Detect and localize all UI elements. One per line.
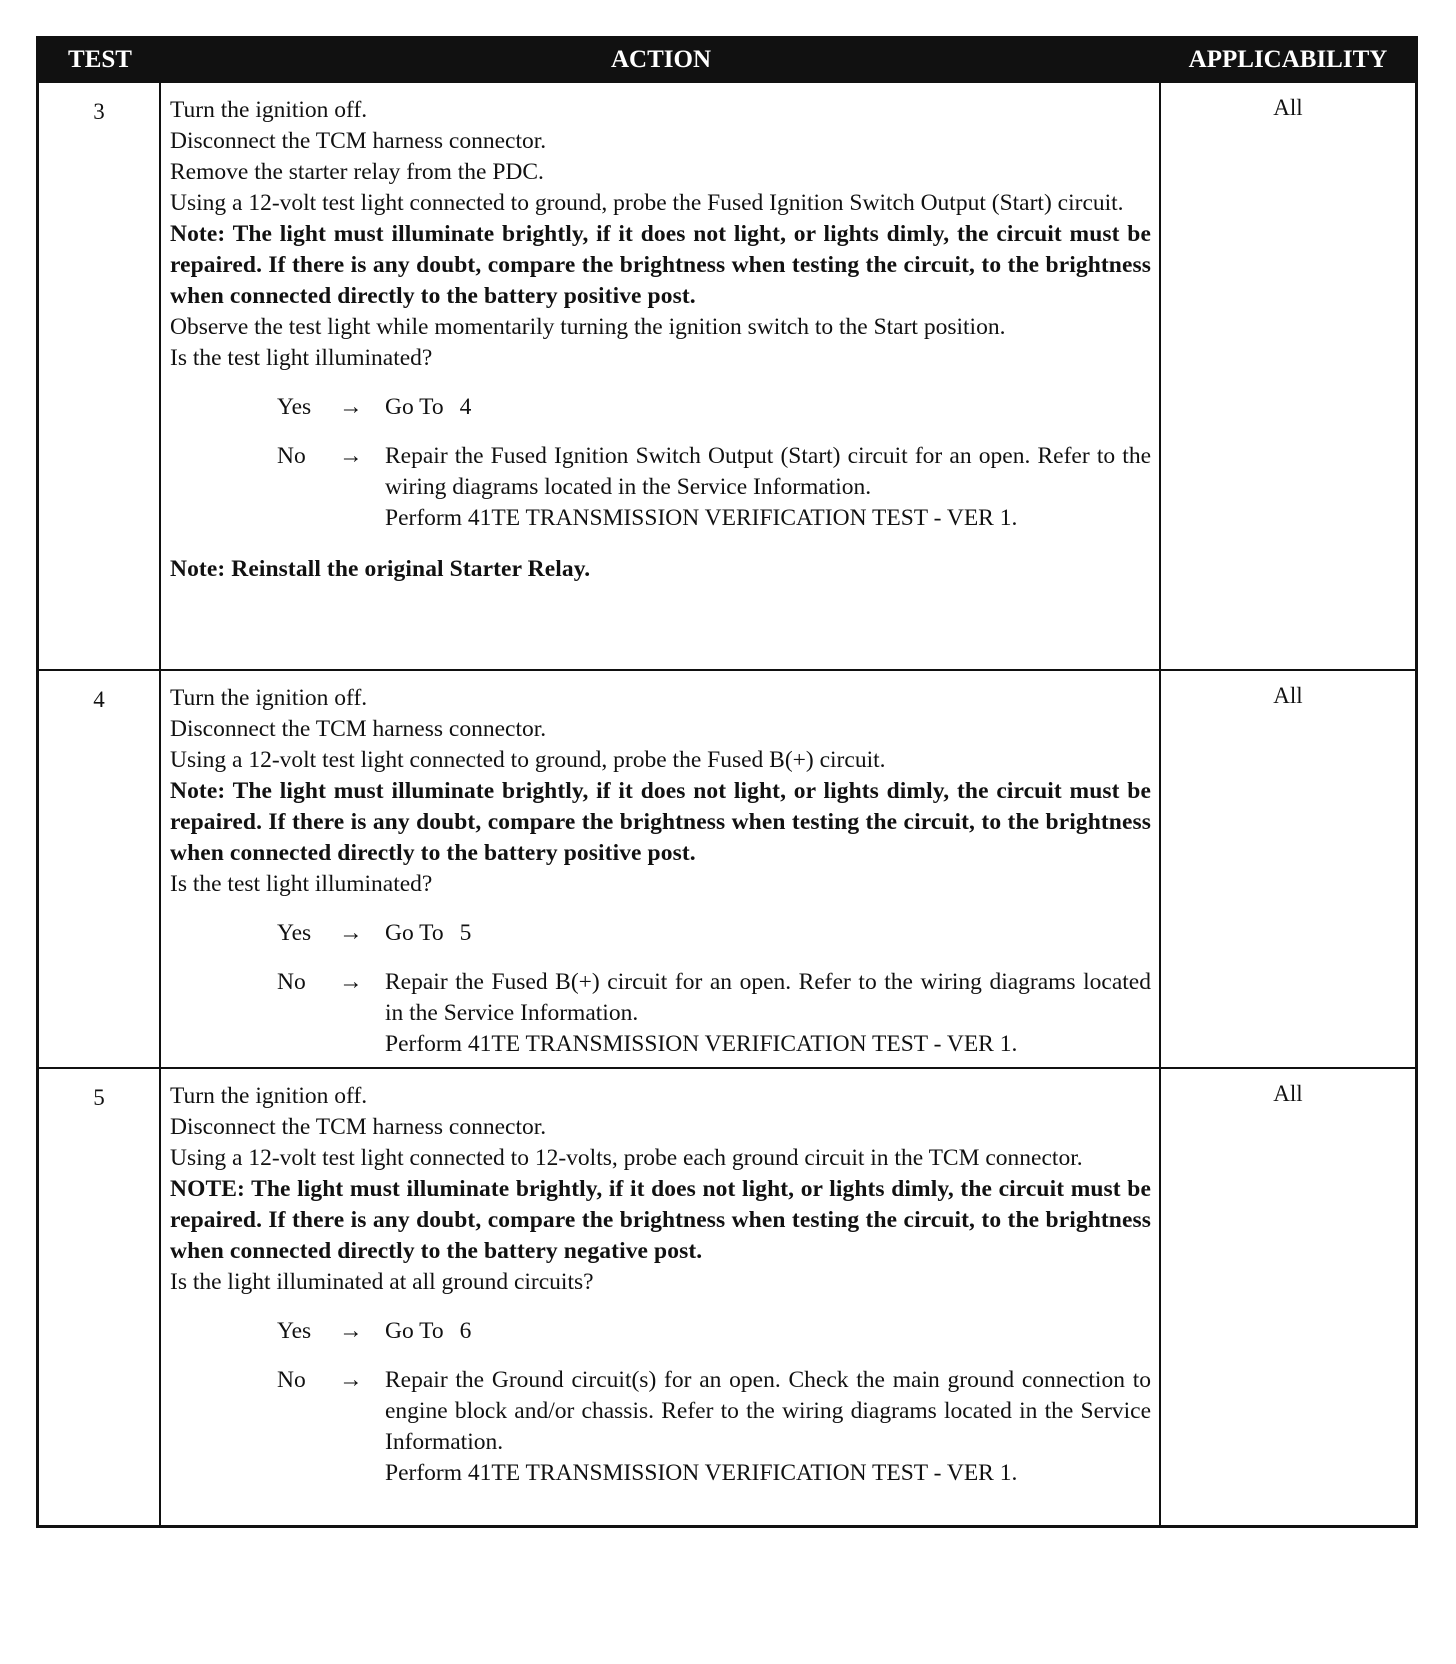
goto-text: Go To [385, 394, 444, 420]
action-cell [161, 671, 1161, 1067]
table-row [39, 669, 1415, 1067]
no-action-text: Repair the Fused Ignition Switch Output (Start) circuit for an open. Refer to the wiring diagrams located in the Service Information. [385, 443, 1151, 500]
goto-text: Go To [385, 1318, 444, 1344]
goto-text: Go To [385, 920, 444, 946]
step-text: Disconnect the TCM harness connector. [170, 128, 547, 154]
goto-number: 6 [459, 1318, 472, 1344]
question-text: Is the test light illuminated? [170, 871, 433, 897]
step-text: Disconnect the TCM harness connector. [170, 1114, 547, 1140]
no-label: No [277, 969, 306, 995]
arrow-icon: → [339, 969, 363, 995]
yes-branch [170, 918, 1151, 949]
perform-text: Perform 41TE TRANSMISSION VERIFICATION TEST - VER 1. [385, 1031, 1018, 1057]
arrow-icon: → [339, 443, 363, 469]
applicability-cell: All [1273, 683, 1303, 708]
step-text: Disconnect the TCM harness connector. [170, 716, 547, 742]
arrow-icon: → [339, 920, 363, 946]
no-branch [170, 441, 1151, 534]
note-text: Note: The light must illuminate brightly, if it does not light, or lights dimly, the circuit must be repaired. If there is any doubt, compare the brightness when testing the circuit, to the brightness when connected directly to the battery positive post. [170, 778, 1151, 866]
note-text: NOTE: The light must illuminate brightly, if it does not light, or lights dimly, the circuit must be repaired. If there is any doubt, compare the brightness when testing the circuit, to the brightness when connected directly to the battery negative post. [170, 1176, 1151, 1264]
arrow-icon: → [339, 1318, 363, 1344]
no-action-text: Repair the Fused B(+) circuit for an open. Refer to the wiring diagrams located in the Service Information. [385, 969, 1151, 1026]
action-cell [161, 1069, 1161, 1525]
diagnostic-table [36, 36, 1418, 1528]
step-text: Using a 12-volt test light connected to ground, probe the Fused B(+) circuit. [170, 747, 886, 773]
applicability-cell: All [1273, 1081, 1303, 1106]
step-text: Remove the starter relay from the PDC. [170, 159, 544, 185]
test-number: 3 [39, 83, 161, 669]
yes-label: Yes [277, 394, 312, 420]
applicability-cell: All [1273, 95, 1303, 120]
step-text: Turn the ignition off. [170, 1083, 368, 1109]
table-header [39, 39, 1415, 81]
header-action: ACTION [610, 46, 711, 73]
table-row [39, 1067, 1415, 1525]
no-action-text: Repair the Ground circuit(s) for an open. Check the main ground connection to engine block and/or chassis. Refer to the wiring diagrams located in the Service Information. [385, 1367, 1151, 1455]
action-cell [161, 83, 1161, 669]
test-number: 5 [39, 1069, 161, 1525]
arrow-icon: → [339, 1367, 363, 1393]
note-text: Note: The light must illuminate brightly, if it does not light, or lights dimly, the circuit must be repaired. If there is any doubt, compare the brightness when testing the circuit, to the brightness when connected directly to the battery positive post. [170, 221, 1151, 309]
header-test: TEST [68, 46, 132, 73]
no-label: No [277, 1367, 306, 1393]
header-applicability: APPLICABILITY [1188, 46, 1388, 73]
goto-number: 4 [459, 394, 472, 420]
step-text: Turn the ignition off. [170, 685, 368, 711]
step-text: Using a 12-volt test light connected to ground, probe the Fused Ignition Switch Output (Start) circuit. [170, 190, 1124, 216]
yes-label: Yes [277, 1318, 312, 1344]
arrow-icon: → [339, 394, 363, 420]
step-text: Turn the ignition off. [170, 97, 368, 123]
question-text: Is the test light illuminated? [170, 345, 433, 371]
question-text: Is the light illuminated at all ground circuits? [170, 1269, 594, 1295]
no-label: No [277, 443, 306, 469]
perform-text: Perform 41TE TRANSMISSION VERIFICATION TEST - VER 1. [385, 505, 1018, 531]
goto-number: 5 [459, 920, 472, 946]
final-note: Note: Reinstall the original Starter Relay. [170, 556, 591, 582]
step-text: Observe the test light while momentarily turning the ignition switch to the Start position. [170, 314, 1006, 340]
yes-branch [170, 1316, 1151, 1347]
no-branch [170, 1365, 1151, 1489]
table-row [39, 81, 1415, 669]
step-text: Using a 12-volt test light connected to 12-volts, probe each ground circuit in the TCM connector. [170, 1145, 1083, 1171]
perform-text: Perform 41TE TRANSMISSION VERIFICATION TEST - VER 1. [385, 1460, 1018, 1486]
no-branch [170, 967, 1151, 1060]
test-number: 4 [39, 671, 161, 1067]
yes-branch [170, 392, 1151, 423]
yes-label: Yes [277, 920, 312, 946]
